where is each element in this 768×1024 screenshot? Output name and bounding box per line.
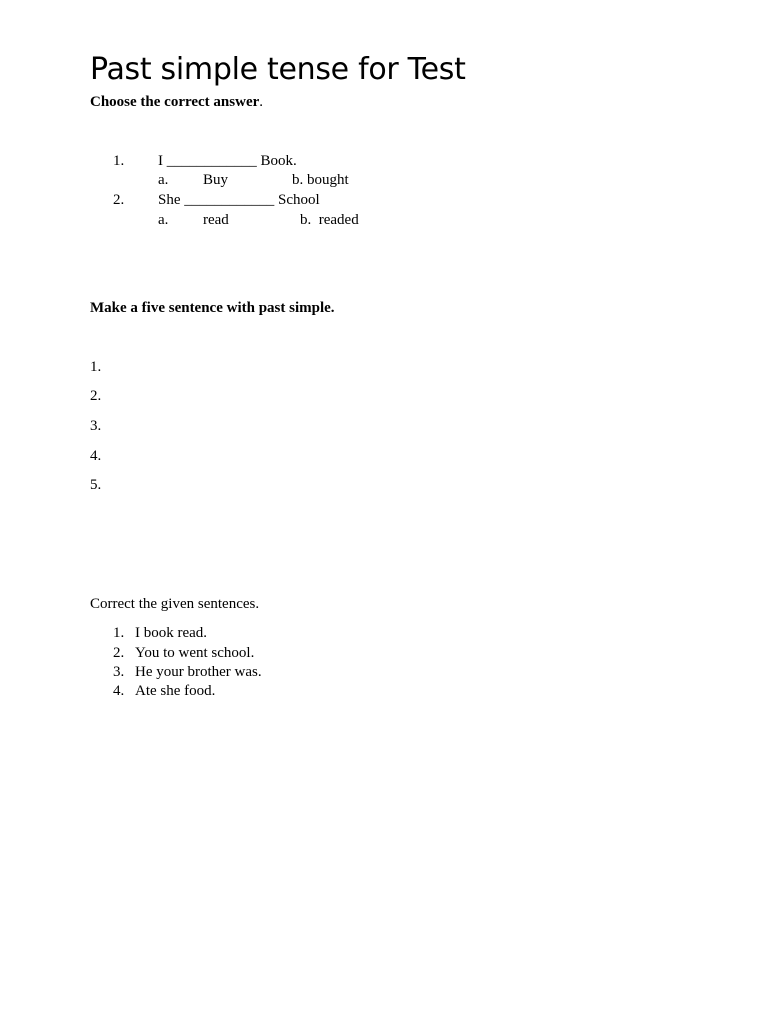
question-2-option-a-letter: a. [158,212,169,228]
correct-item-2-number: 2. [113,645,125,661]
section2-heading: Make a five sentence with past simple. [90,300,335,316]
correct-item-1-text: I book read. [135,625,208,641]
correct-item-2-text: You to went school. [135,645,255,661]
page-title: Past simple tense for Test [90,52,466,87]
correct-item-4-number: 4. [113,683,125,699]
question-2-option-b: b. readed [300,212,359,228]
section1-heading-text: Choose the correct answer [90,94,260,110]
sentence-line-2: 2. [90,388,102,404]
sentence-line-5: 5. [90,477,102,493]
question-2-text: She ____________ School [158,192,320,208]
correct-item-4-text: Ate she food. [135,683,216,699]
section1-heading [90,93,263,112]
sentence-line-3: 3. [90,418,102,434]
question-2-number: 2. [113,192,125,208]
sentence-line-4: 4. [90,448,102,464]
correct-item-3-number: 3. [113,664,125,680]
question-2-option-a: read [203,212,229,228]
correct-item-3-text: He your brother was. [135,664,262,680]
question-1-text: I ____________ Book. [158,153,297,169]
sentence-line-1: 1. [90,359,102,375]
section3-heading: Correct the given sentences. [90,596,260,612]
correct-item-1-number: 1. [113,625,125,641]
section1-heading-suffix: . [259,94,264,110]
question-1-option-a-letter: a. [158,172,169,188]
question-1-option-a: Buy [203,172,229,188]
question-1-number: 1. [113,153,125,169]
question-1-option-b: b. bought [292,172,349,188]
